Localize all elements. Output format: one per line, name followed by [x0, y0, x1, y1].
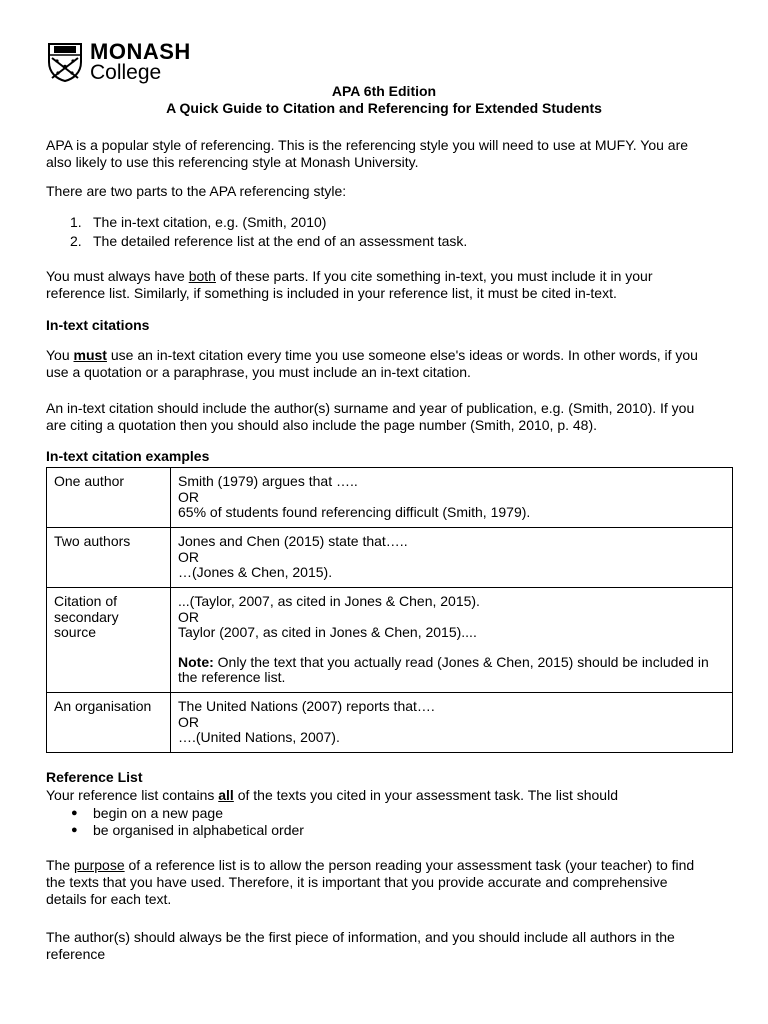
note-text: Only the text that you actually read (Jones & Chen, 2015) should be included in	[213, 653, 709, 670]
intro-line: APA is a popular style of referencing. This is the referencing style you will need to use at MUFY. You are	[46, 137, 689, 153]
text-run: of a reference list is to allow the person reading your assessment task (your teacher) to find	[124, 857, 695, 873]
monash-college-logo	[46, 40, 196, 86]
text-run: use a quotation or a paraphrase, you must include an in-text citation.	[46, 364, 471, 380]
list-number: 2.	[70, 233, 82, 249]
text-run: of these parts. If you cite something in-text, you must include it in your	[215, 268, 653, 284]
text-run: reference	[46, 946, 106, 962]
text-run: You	[46, 347, 74, 363]
table-cell-examples	[171, 588, 733, 693]
example-line: Taylor (2007, as cited in Jones & Chen, 2015)....	[178, 624, 477, 640]
label-line: source	[54, 624, 97, 640]
text-run: The	[46, 857, 75, 873]
list-text: The in-text citation, e.g. (Smith, 2010)	[93, 214, 327, 230]
list-item	[0, 233, 768, 250]
emphasis-text: both	[188, 268, 216, 284]
document-subtitle: A Quick Guide to Citation and Referencing for Extended Students	[166, 100, 602, 116]
university-crest-icon	[46, 42, 84, 82]
intro-line: also likely to use this referencing style at Monash University.	[46, 154, 419, 170]
document-title: APA 6th Edition	[331, 83, 437, 99]
example-line: OR	[178, 713, 199, 730]
list-number: 1.	[70, 214, 82, 230]
text-run: of the texts you cited in your assessment task. The list should	[233, 787, 618, 803]
reflist-intro	[46, 787, 726, 804]
example-line: Smith (1979) argues that …..	[178, 473, 358, 489]
table-cell-label: An organisation	[47, 693, 171, 753]
bullet-icon: ●	[71, 807, 78, 819]
table-cell-examples	[171, 528, 733, 588]
example-line: Jones and Chen (2015) state that…..	[178, 533, 408, 549]
emphasis-text: purpose	[74, 857, 125, 873]
note-line: the reference list.	[178, 669, 286, 685]
author-paragraph	[46, 929, 726, 963]
table-cell-examples	[171, 468, 733, 528]
label-line: secondary	[54, 608, 119, 625]
table-cell-label	[47, 588, 171, 693]
table-cell-label: Two authors	[47, 528, 171, 588]
parts-intro: There are two parts to the APA referencing style:	[46, 183, 347, 199]
list-item	[0, 214, 768, 231]
intro-paragraph	[46, 137, 726, 171]
table-cell-label: One author	[47, 468, 171, 528]
bullet-text: begin on a new page	[93, 805, 223, 821]
bullet-item	[0, 822, 768, 839]
example-line: OR	[178, 548, 199, 565]
text-run: details for each text.	[46, 891, 172, 907]
intext-paragraph-2	[46, 400, 726, 434]
purpose-paragraph	[46, 857, 726, 908]
list-text: The detailed reference list at the end of an assessment task.	[93, 233, 468, 249]
emphasis-text: all	[218, 787, 234, 803]
intext-paragraph-1	[46, 347, 726, 381]
bullet-item	[0, 805, 768, 822]
section-heading-reference-list: Reference List	[46, 769, 143, 785]
text-run: You must always have	[46, 268, 189, 284]
example-line: 65% of students found referencing difficult (Smith, 1979).	[178, 504, 531, 520]
table-row	[47, 588, 733, 693]
bullet-icon: ●	[71, 824, 78, 836]
text-run: use an in-text citation every time you use someone else's ideas or words. In other words, if you	[106, 347, 698, 363]
table-row	[47, 468, 733, 528]
logo-wordmark-college: College	[90, 61, 162, 84]
example-line: …(Jones & Chen, 2015).	[178, 564, 333, 580]
text-run: reference list. Similarly, if something is included in your reference list, it must be cited in-text.	[46, 285, 617, 301]
table-row	[47, 528, 733, 588]
section-heading-examples: In-text citation examples	[46, 448, 210, 464]
note-label: Note:	[178, 653, 214, 670]
section-heading-intext: In-text citations	[46, 317, 150, 333]
text-run: are citing a quotation then you should also include the page number (Smith, 2010, p. 48).	[46, 417, 598, 433]
text-run: An in-text citation should include the author(s) surname and year of publication, e.g. (Smith, 2010). If you	[46, 400, 695, 416]
table-row	[47, 693, 733, 753]
text-run: The author(s) should always be the first piece of information, and you should include all authors in the	[46, 929, 675, 945]
citation-examples-table	[46, 467, 733, 753]
bullet-text: be organised in alphabetical order	[93, 822, 304, 838]
both-parts-paragraph	[46, 268, 726, 302]
logo-wordmark-monash: MONASH	[90, 39, 191, 64]
text-run: the texts that you have used. Therefore, it is important that you provide accurate and comprehensive	[46, 874, 668, 890]
example-line: ...(Taylor, 2007, as cited in Jones & Chen, 2015).	[178, 593, 480, 609]
example-line: The United Nations (2007) reports that….	[178, 698, 435, 714]
example-line: OR	[178, 608, 199, 625]
example-line: ….(United Nations, 2007).	[178, 729, 340, 745]
table-cell-examples	[171, 693, 733, 753]
label-line: Citation of	[54, 593, 118, 609]
example-line: OR	[178, 488, 199, 505]
emphasis-text: must	[73, 347, 107, 363]
note-line	[178, 655, 725, 671]
text-run: Your reference list contains	[46, 787, 219, 803]
